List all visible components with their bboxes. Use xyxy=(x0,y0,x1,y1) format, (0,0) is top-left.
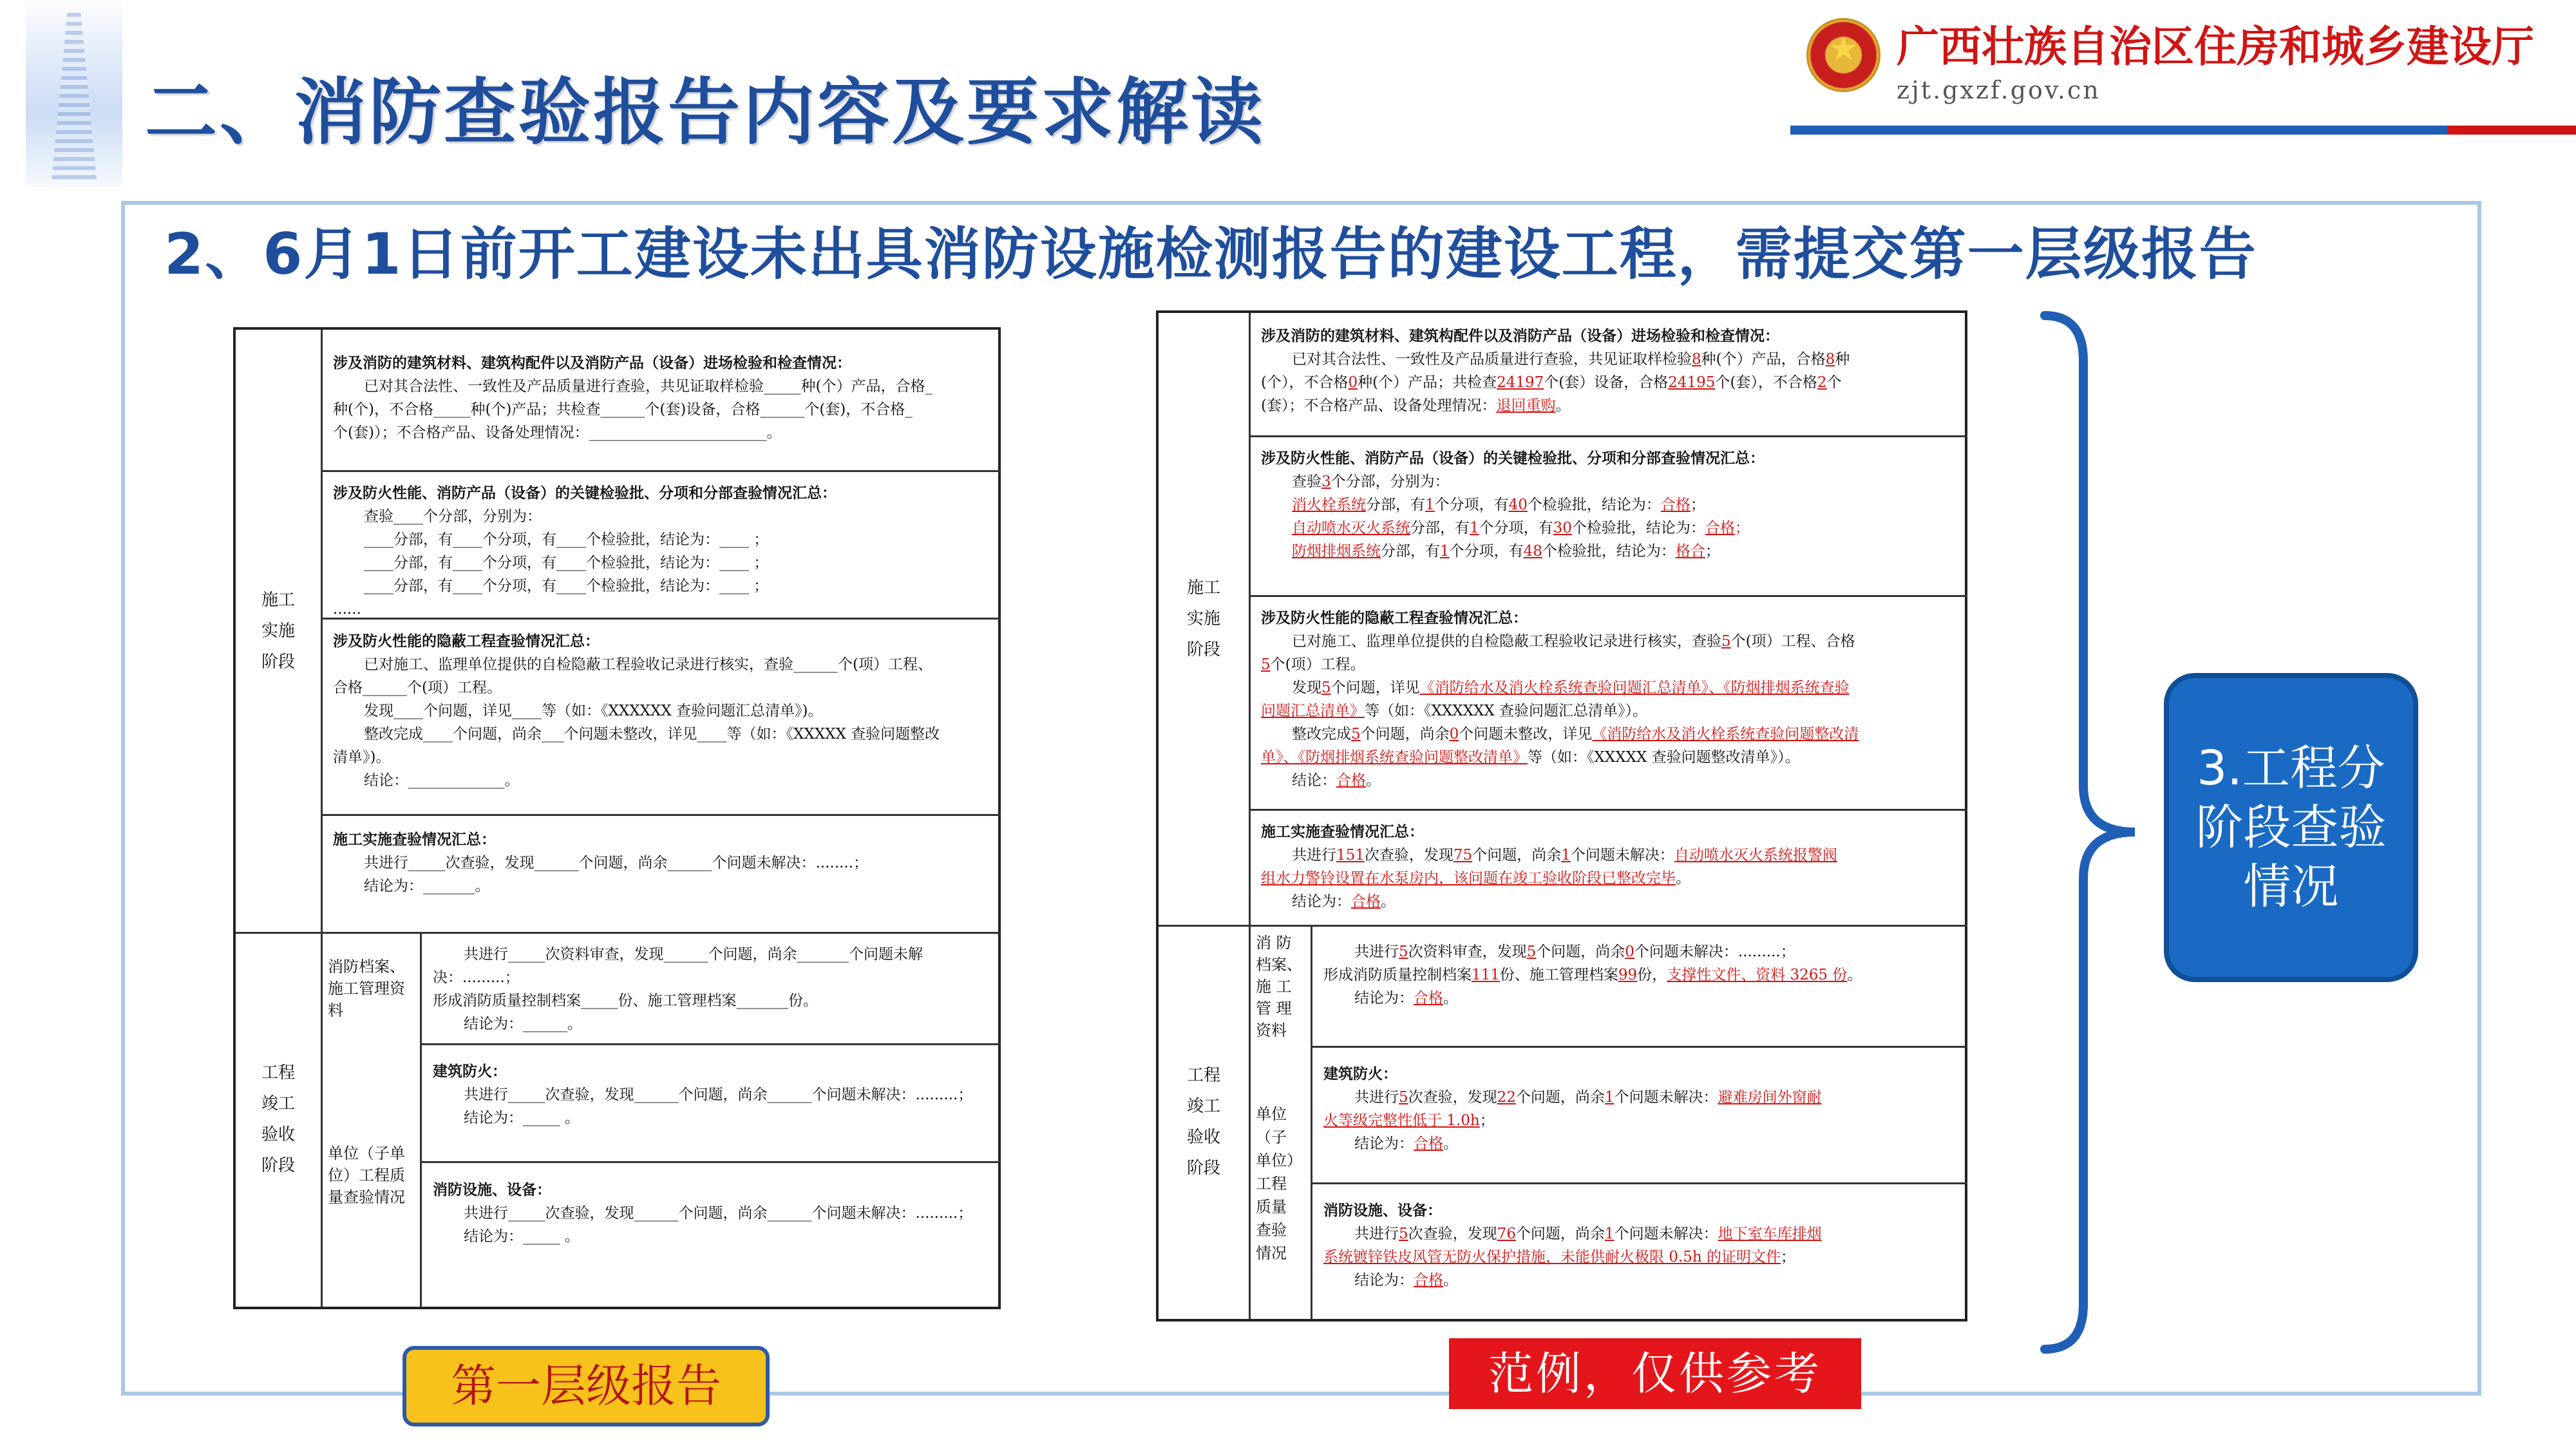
unit-quality-label: 单位（子单位）工程质量查验情况 xyxy=(328,1144,405,1206)
org-url: zjt.gxzf.gov.cn xyxy=(1897,76,2101,104)
curly-brace-icon xyxy=(2038,309,2141,1356)
national-emblem-icon xyxy=(1806,18,1880,92)
section-subtitle: 2、6月1日前开工建设未出具消防设施检测报告的建设工程，需提交第一层级报告 xyxy=(164,221,2257,287)
fire-facilities-block: 消防设施、设备： 共进行_____次查验，发现______个问题，尚余______个问题未解决：.........； 结论为：_____ 。 xyxy=(433,1181,973,1245)
first-level-report-label: 第一层级报告 xyxy=(402,1346,770,1426)
building-fire-block: 建筑防火： 共进行5次查验，发现22个问题，尚余1个问题未解决：避难房间外窗耐 火等级完整性低于 1.0h； 结论为：合格。 xyxy=(1323,1065,1822,1152)
construction-stage-label: 施工 实施 阶段 xyxy=(261,590,295,672)
sample-only-label: 范例，仅供参考 xyxy=(1449,1338,1861,1409)
sample-report-table xyxy=(1156,310,1967,1321)
org-name: 广西壮族自治区住房和城乡建设厅 xyxy=(1897,22,2534,71)
template-report-table xyxy=(233,327,1001,1309)
materials-inspection-block: 涉及消防的建筑材料、建筑构配件以及消防产品（设备）进场检验和检查情况： 已对其合法性、一致性及产品质量进行查验，共见证取样检验_____种(个）产品，合格_ 种(个)，不合格_____种(个)产品；共检查______个(套)设备，合格______个(套)，不合格_ 个(套)）；不合格产品、设备处理情况：________________________。 xyxy=(333,354,933,441)
archives-label: 消防档案、施工管理资料 xyxy=(328,958,405,1019)
archives-label: 消 防 档案、 施 工 管 理 资料 xyxy=(1256,933,1302,1039)
completion-stage-label: 工程 竣工 验收 阶段 xyxy=(261,1063,295,1175)
archives-block: 共进行5次资料审查，发现5个问题，尚余0个问题未解决：.........； 形成消防质量控制档案111份、施工管理档案99份，支撑性文件、资料 3265 份。 结论为：合格。 xyxy=(1323,943,1862,1007)
key-inspection-block: 涉及防火性能、消防产品（设备）的关键检验批、分项和分部查验情况汇总： 查验____个分部，分别为： ____分部，有____个分项，有____个检验批，结论为：____ ； ____分部，有____个分项，有____个检验批，结论为：____ ； ____分部，有____个分项，有____个检验批，结论为：____ ； ...... xyxy=(333,484,837,618)
construction-summary-block: 施工实施查验情况汇总： 共进行_____次查验，发现______个问题，尚余______个问题未解决：........； 结论为：_______。 xyxy=(333,831,868,895)
archives-block: 共进行_____次资料审查，发现______个问题，尚余_______个问题未解 决：.........； 形成消防质量控制档案_____份、施工管理档案_______份。 结论为：______。 xyxy=(433,946,923,1032)
completion-stage-label: 工程 竣工 验收 阶段 xyxy=(1186,1066,1220,1178)
page-title: 二、消防查验报告内容及要求解读 xyxy=(145,71,1265,155)
header-divider-blue xyxy=(1790,126,2447,135)
construction-stage-label: 施工 实施 阶段 xyxy=(1186,578,1220,659)
hidden-works-block: 涉及防火性能的隐蔽工程查验情况汇总： 已对施工、监理单位提供的自检隐蔽工程验收记录进行核实，查验5个(项）工程、合格 5个(项）工程。 发现5个问题，详见《消防给水及消火栓系统查验问题汇总清单》、《防烟排烟系统查验 问题汇总清单》等（如：《XXXXXX 查验问题汇总清单》）。 整改完成5个问题，尚余0个问题未整改，详见《消防给水及消火栓系统查验问题整改清 单》、《防烟排烟系统查验问题整改清单》等（如：《XXXXX 查验问题整改清单》）。 结论：合格。 xyxy=(1261,609,1859,789)
key-inspection-block: 涉及防火性能、消防产品（设备）的关键检验批、分项和分部查验情况汇总： 查验3个分部，分别为： 消火栓系统分部，有1个分项，有40个检验批，结论为：合格； 自动喷水灭火系统分部，有1个分项，有30个检验批，结论为：合格； 防烟排烟系统分部，有1个分项，有48个检验批，结论为：格合； xyxy=(1261,450,1765,560)
construction-summary-block: 施工实施查验情况汇总： 共进行151次查验，发现75个问题，尚余1个问题未解决：自动喷水灭火系统报警阀 组水力警铃设置在水泵房内，该问题在竣工验收阶段已整改完毕。 结论为：合格。 xyxy=(1261,823,1837,910)
header-divider-red xyxy=(2447,126,2576,135)
building-decoration xyxy=(26,0,122,187)
materials-inspection-block: 涉及消防的建筑材料、建筑构配件以及消防产品（设备）进场检验和检查情况： 已对其合法性、一致性及产品质量进行查验，共见证取样检验8种(个）产品，合格8种 (个），不合格0种(个）产品；共检查24197个(套）设备，合格24195个(套），不合格2个 (套）；不合格产品、设备处理情况：退回重购。 xyxy=(1261,327,1850,414)
building-fire-block: 建筑防火： 共进行_____次查验，发现______个问题，尚余______个问题未解决：.........； 结论为：_____ 。 xyxy=(433,1063,973,1126)
unit-quality-label: 单位 （子 单位） 工程 质量 查验 情况 xyxy=(1256,1104,1302,1262)
stage-inspection-callout: 3.工程分阶段查验情况 xyxy=(2164,673,2418,982)
fire-facilities-block: 消防设施、设备： 共进行5次查验，发现76个问题，尚余1个问题未解决：地下室车库排烟 系统镀锌铁皮风管无防火保护措施，未能供耐火极限 0.5h 的证明文件； 结论为：合格。 xyxy=(1323,1202,1822,1289)
hidden-works-block: 涉及防火性能的隐蔽工程查验情况汇总： 已对施工、监理单位提供的自检隐蔽工程验收记录进行核实，查验______个(项）工程、 合格______个(项）工程。 发现____个问题，详见____等（如：《XXXXXX 查验问题汇总清单》)。 整改完成____个问题，尚余___个问题未整改，详见____等（如：《XXXXX 查验问题整改 清单》)。 结论：_____________。 xyxy=(333,632,940,789)
